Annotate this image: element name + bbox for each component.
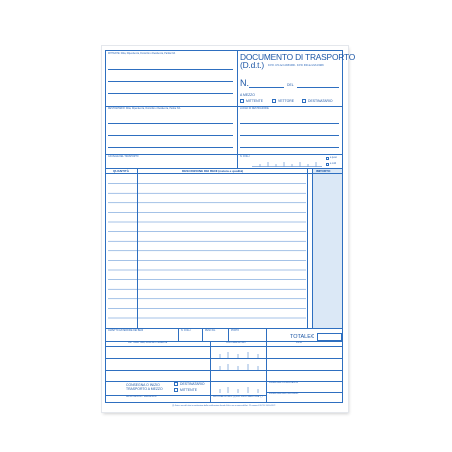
destination-line bbox=[240, 147, 339, 148]
delivery-option-mittente: MITTENTE bbox=[180, 388, 197, 392]
reason-colli-label: N. COLLI bbox=[240, 156, 250, 158]
carrier-date-header: Ora e data del ritiro bbox=[226, 342, 246, 344]
carrier-header-border bbox=[106, 346, 342, 347]
footer-note: (1) Data e ora del ritiro in sostituzione della certificazione fiscale. Ed in uso a norma dell'art. 21 comma 4 D.P.R. 26-10-1972 bbox=[172, 405, 276, 407]
checkbox-vettore[interactable] bbox=[272, 99, 276, 103]
form-frame bbox=[105, 50, 356, 403]
option-a-peso: a peso bbox=[330, 157, 337, 159]
number-field[interactable] bbox=[249, 87, 284, 88]
summary-divider bbox=[266, 328, 267, 341]
total-label: TOTALE bbox=[290, 334, 311, 340]
section-divider bbox=[106, 154, 342, 155]
recipient-label: DESTINATARIO: Ditta, Dipendenza, Domicilio o Residenza, Partita IVA bbox=[108, 108, 181, 110]
summary-colli-label: N. COLLI bbox=[181, 330, 191, 332]
destination-label: LUOGO DI DESTINAZIONE bbox=[240, 108, 269, 110]
transport-mode-label: A MEZZO bbox=[240, 93, 255, 97]
checkbox-delivery-destinatario[interactable] bbox=[174, 382, 178, 386]
delivery-label: CONSEGNA O INIZIO TRASPORTO A MEZZO bbox=[126, 383, 163, 391]
recipient-line bbox=[108, 123, 233, 124]
vertical-divider-top bbox=[237, 51, 238, 168]
delivery-time-ticks[interactable] bbox=[214, 384, 264, 394]
summary-port-label: PORTO bbox=[231, 330, 240, 332]
notes-tip-label: A.R. PROVVEDITORE (*) bbox=[236, 396, 263, 398]
header-qty: QUANTITÀ bbox=[113, 169, 129, 173]
law-reference: D.P.R. 472 del 14/08/1996 - D.P.R. 696 del 21/12/1996 bbox=[268, 65, 324, 67]
checkbox-a-peso[interactable] bbox=[326, 157, 329, 160]
destination-line bbox=[240, 135, 339, 136]
appearance-label: ASPETTO ESTERIORE DEI BENI bbox=[108, 330, 144, 332]
summary-divider bbox=[178, 328, 179, 341]
number-label: N. bbox=[240, 78, 249, 88]
carrier-header: VETTORE: ditta, domicilio o residenza bbox=[128, 342, 168, 344]
carrier-sign-header: Firme bbox=[296, 342, 302, 344]
checkbox-a-colli[interactable] bbox=[326, 163, 329, 166]
notes-date-label: DATA DEL RITIRO (1) bbox=[213, 396, 236, 398]
option-vettore: VETTORE bbox=[278, 99, 294, 103]
recipient-sign-label: FIRMA DEL DESTINATARIO bbox=[269, 393, 299, 395]
delivery-top-border bbox=[106, 381, 342, 382]
section-divider bbox=[106, 106, 342, 107]
summary-weight-label: PESO KG bbox=[205, 330, 216, 332]
delivery-divider bbox=[210, 381, 211, 403]
date-field[interactable] bbox=[297, 87, 339, 88]
sender-line bbox=[108, 81, 233, 82]
sender-line bbox=[108, 69, 233, 70]
option-a-colli: a colli bbox=[330, 163, 336, 165]
reason-label: CAUSALE DEL TRASPORTO bbox=[108, 156, 139, 158]
driver-sign-label: FIRMA DEL CONDUCENTE bbox=[269, 382, 298, 384]
header-amount: IMPORTO bbox=[316, 169, 331, 173]
notes-label: ANNOTAZIONI - VARIAZIONI bbox=[126, 396, 157, 398]
option-destinatario: DESTINATARIO bbox=[308, 99, 333, 103]
recipient-line bbox=[108, 147, 233, 148]
sender-line bbox=[108, 93, 233, 94]
currency-symbol: € bbox=[311, 334, 315, 340]
destination-line bbox=[240, 123, 339, 124]
summary-divider bbox=[228, 328, 229, 341]
summary-divider bbox=[202, 328, 203, 341]
datetime-tick-field[interactable] bbox=[252, 159, 322, 167]
carrier-divider bbox=[210, 341, 211, 381]
delivery-option-destinatario: DESTINATARIO bbox=[180, 382, 205, 386]
document-title: DOCUMENTO DI TRASPORTO bbox=[240, 52, 356, 62]
transport-document-form bbox=[102, 46, 356, 412]
date-label: DEL bbox=[287, 83, 294, 87]
header-description: DESCRIZIONE DEI BENI (natura e qualità) bbox=[182, 169, 244, 173]
total-field[interactable] bbox=[317, 333, 342, 341]
carrier-time-ticks[interactable] bbox=[214, 349, 264, 379]
option-mittente: MITTENTE bbox=[246, 99, 263, 103]
carrier-divider bbox=[266, 341, 267, 403]
goods-rows bbox=[106, 174, 342, 328]
summary-top-border bbox=[106, 328, 342, 329]
sender-label: MITTENTE: Ditta, Dipendenza, Domicilio o Residenza, Partita IVA bbox=[108, 53, 176, 55]
checkbox-destinatario[interactable] bbox=[302, 99, 306, 103]
document-subtitle: (D.d.t.) bbox=[240, 60, 264, 70]
checkbox-delivery-mittente[interactable] bbox=[174, 388, 178, 392]
checkbox-mittente[interactable] bbox=[240, 99, 244, 103]
recipient-line bbox=[108, 135, 233, 136]
